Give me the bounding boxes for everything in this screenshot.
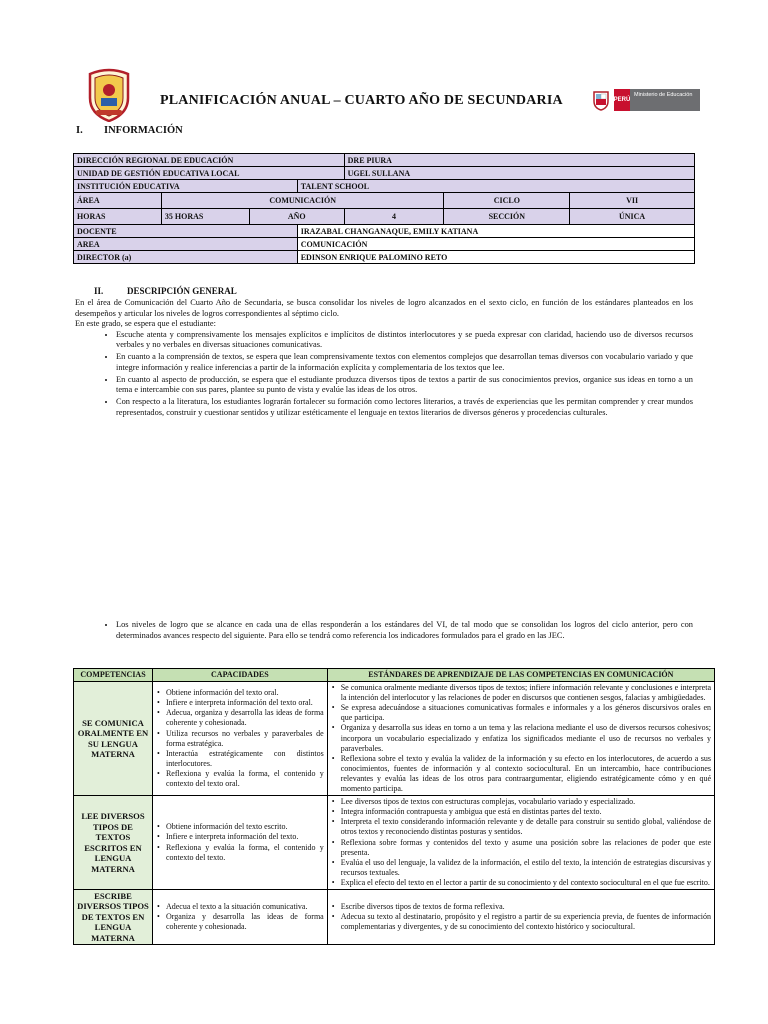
seccion-value: ÚNICA (570, 209, 695, 225)
dre-label: DIRECCIÓN REGIONAL DE EDUCACIÓN (74, 154, 345, 167)
standard-item: • Escribe diversos tipos de textos de forma reflexiva. (341, 902, 711, 912)
capacity-item: • Adecua el texto a la situación comunicativa. (166, 902, 324, 912)
description-bullet: • Con respecto a la literatura, los estudiantes lograrán fortalecer su formación como lectores literarios, a través de experiencias que les permitan comprender y crear mundos representados, construir y cuestionar sentidos y utilizar estéticamente el lenguaje en textos literarios de diversos géneros y procedencias culturales. (116, 397, 693, 418)
capacity-item: • Obtiene información del texto escrito. (166, 822, 324, 832)
anio-value: 4 (344, 209, 444, 225)
description-bullet: • En cuanto al aspecto de producción, se espera que el estudiante produzca diversos tipos de textos a partir de sus conocimientos previos, organice sus ideas en torno a un tema e intercambie con sus pares, plantee su punto de vista y evalúe las ideas de los otros. (116, 375, 693, 396)
section-2-title: DESCRIPCIÓN GENERAL (127, 286, 237, 296)
peru-shield-icon (592, 89, 610, 111)
capacity-item: • Reflexiona y evalúa la forma, el contenido y contexto del texto. (166, 843, 324, 863)
ie-label: INSTITUCIÓN EDUCATIVA (74, 180, 298, 193)
ciclo-label: CICLO (444, 193, 570, 209)
area-label: ÁREA (74, 193, 162, 209)
capacities-cell (152, 796, 327, 890)
director-value: EDINSON ENRIQUE PALOMINO RETO (297, 251, 694, 264)
ministry-logo (592, 87, 700, 113)
area-value: COMUNICACIÓN (161, 193, 444, 209)
description-closing (75, 620, 693, 641)
header-competencias: COMPETENCIAS (74, 669, 153, 682)
ie-value: TALENT SCHOOL (297, 180, 694, 193)
header-capacidades: CAPACIDADES (152, 669, 327, 682)
description-intro-2: En este grado, se espera que el estudiante: (75, 319, 216, 328)
dre-value: DRE PIURA (344, 154, 694, 167)
standard-item: • Integra información contrapuesta y ambigua que está en distintas partes del texto. (341, 807, 711, 817)
competency-name: ESCRIBE DIVERSOS TIPOS DE TEXTOS EN LENGUA MATERNA (74, 889, 153, 945)
horas-label: HORAS (74, 209, 162, 225)
seccion-label: SECCIÓN (444, 209, 570, 225)
area2-label: AREA (74, 238, 298, 251)
area2-value: COMUNICACIÓN (297, 238, 694, 251)
standards-cell (327, 796, 714, 890)
competencies-table (73, 668, 715, 945)
info-row-director (74, 251, 695, 264)
capacity-item: • Obtiene información del texto oral. (166, 688, 324, 698)
competency-name: LEE DIVERSOS TIPOS DE TEXTOS ESCRITOS EN LENGUA MATERNA (74, 796, 153, 890)
ugel-value: UGEL SULLANA (344, 167, 694, 180)
docente-label: DOCENTE (74, 225, 298, 238)
ciclo-value: VII (570, 193, 695, 209)
director-label: DIRECTOR (a) (74, 251, 298, 264)
header-estandares: ESTÁNDARES DE APRENDIZAJE DE LAS COMPETENCIAS EN COMUNICACIÓN (327, 669, 714, 682)
description-intro: En el área de Comunicación del Cuarto Año de Secundaria, se busca consolidar los niveles de logro alcanzados en el sexto ciclo, en función de los estándares planteados en los desempeños y articular los niveles de logros correspondientes al séptimo ciclo. (75, 298, 693, 318)
competency-row-lee (74, 796, 715, 890)
docente-value: IRAZABAL CHANGANAQUE, EMILY KATIANA (297, 225, 694, 238)
standard-item: • Lee diversos tipos de textos con estructuras complejas, vocabulario variado y especializado. (341, 797, 711, 807)
info-row-dre (74, 154, 695, 167)
description-bullet-last: • Los niveles de logro que se alcance en cada una de ellas responderán a los estándares del VI, de tal modo que se consolidan los logros del ciclo anterior, pero con determinados avances respecto del siguiente. Para ello se tendrá como referencia los indicadores formulados para el grado en las JEC. (116, 620, 693, 641)
capacity-item: • Interactúa estratégicamente con distintos interlocutores. (166, 749, 324, 769)
standards-cell (327, 889, 714, 945)
info-row-ugel (74, 167, 695, 180)
info-table (73, 153, 695, 264)
capacity-item: • Reflexiona y evalúa la forma, el contenido y contexto del texto oral. (166, 769, 324, 789)
standard-item: • Explica el efecto del texto en el lector a partir de su conocimiento y del contexto sociocultural en el que fue escrito. (341, 878, 711, 888)
standard-item: • Organiza y desarrolla sus ideas en torno a un tema y las relaciona mediante el uso de diversos recursos cohesivos; incorpora un vocabulario especializado y enfatiza los significados mediante el uso de recursos no verbales y paraverbales. (341, 723, 711, 753)
competency-row-oral (74, 682, 715, 796)
competencies-header-row (74, 669, 715, 682)
description-bullet: • En cuanto a la comprensión de textos, se espera que lean comprensivamente textos con elementos complejos que desarrollan temas diversos con vocabulario variado y que integre información y realice inferencias a partir de la información explícita y complementaria de los textos que lee. (116, 352, 693, 373)
info-row-docente (74, 225, 695, 238)
section-2-number: II. (94, 286, 104, 296)
standards-cell (327, 682, 714, 796)
standard-item: • Reflexiona sobre el texto y evalúa la validez de la información y su efecto en los interlocutores, de acuerdo a sus conocimientos, fuentes de información y al contexto sociocultural. En un intercambio, hace contribuciones relevantes y evalúa las ideas de los otros para contraargumentar, eligiendo estratégicamente cómo y en qué momento participa. (341, 754, 711, 794)
section-1-heading (76, 125, 183, 136)
standard-item: • Reflexiona sobre formas y contenidos del texto y asume una posición sobre las relaciones de poder que este presenta. (341, 838, 711, 858)
capacity-item: • Infiere e interpreta información del texto oral. (166, 698, 324, 708)
standard-item: • Adecua su texto al destinatario, propósito y el registro a partir de su experiencia previa, de fuentes de información complementarias y divergentes, y de su conocimiento del contexto histórico y sociocultural. (341, 912, 711, 932)
info-row-area2 (74, 238, 695, 251)
capacity-item: • Adecua, organiza y desarrolla las ideas de forma coherente y cohesionada. (166, 708, 324, 728)
section-1-title: INFORMACIÓN (104, 125, 183, 136)
standard-item: • Se comunica oralmente mediante diversos tipos de textos; infiere información relevante y conclusiones e interpreta la intención del interlocutor y las relaciones de poder en discursos que contienen sesgos, falacias y ambigüedades. (341, 683, 711, 703)
competency-name: SE COMUNICA ORALMENTE EN SU LENGUA MATERNA (74, 682, 153, 796)
capacity-item: • Organiza y desarrolla las ideas de forma coherente y cohesionada. (166, 912, 324, 932)
description-bullets (75, 330, 693, 419)
capacities-cell (152, 682, 327, 796)
capacity-item: • Infiere e interpreta información del texto. (166, 832, 324, 842)
description-block (75, 298, 693, 420)
section-1-number: I. (76, 125, 83, 136)
anio-label: AÑO (249, 209, 344, 225)
ugel-label: UNIDAD DE GESTIÓN EDUCATIVA LOCAL (74, 167, 345, 180)
info-row-horas (74, 209, 695, 225)
ministry-name: Ministerio de Educación (630, 89, 700, 111)
description-bullet: • Escuche atenta y comprensivamente los mensajes explícitos e implícitos de distintos interlocutores y se pueda expresar con claridad, haciendo uso de diversos recursos verbales y no verbales en diversas situaciones comunicativas. (116, 330, 693, 351)
section-2-heading (94, 286, 237, 296)
capacity-item: • Utiliza recursos no verbales y paraverbales de forma estratégica. (166, 729, 324, 749)
horas-value: 35 HORAS (161, 209, 249, 225)
school-crest-logo (86, 68, 132, 122)
peru-badge: PERÚ (614, 89, 630, 111)
info-row-area (74, 193, 695, 209)
competency-row-escribe (74, 889, 715, 945)
capacities-cell (152, 889, 327, 945)
document-title: PLANIFICACIÓN ANUAL – CUARTO AÑO DE SECUNDARIA (160, 93, 563, 108)
info-row-ie (74, 180, 695, 193)
standard-item: • Evalúa el uso del lenguaje, la validez de la información, el estilo del texto, la intención de estrategias discursivas y recursos textuales. (341, 858, 711, 878)
standard-item: • Interpreta el texto considerando información relevante y de detalle para construir su sentido global, valiéndose de otros textos y reconociendo distintas posturas y sentidos. (341, 817, 711, 837)
standard-item: • Se expresa adecuándose a situaciones comunicativas formales e informales y a los géneros discursivos orales en que participa. (341, 703, 711, 723)
